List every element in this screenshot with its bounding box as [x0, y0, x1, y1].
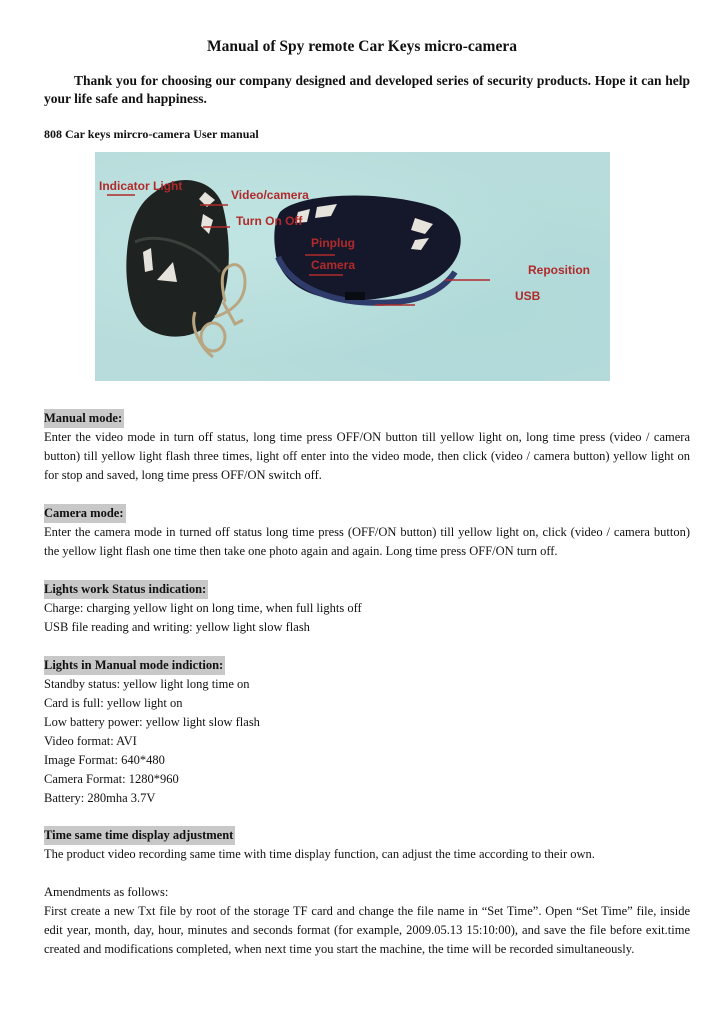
section-camera-mode — [44, 504, 690, 561]
section-lights-manual — [44, 656, 690, 808]
section-lights-status — [44, 580, 690, 637]
section-time-adjustment — [44, 826, 690, 959]
list-item: Image Format: 640*480 — [44, 753, 165, 767]
section-body: Enter the camera mode in turned off status long time press (OFF/ON button) till yellow light on, click (video / camera button) the yellow light flash one time then take one photo again and again. Long time press OFF/ON turn off. — [44, 525, 690, 558]
manual-subtitle: 808 Car keys mircro-camera User manual — [44, 127, 259, 141]
list-item: USB file reading and writing: yellow light slow flash — [44, 620, 310, 634]
list-item: Card is full: yellow light on — [44, 696, 183, 710]
label-reposition: Reposition — [528, 263, 590, 277]
list-item: Camera Format: 1280*960 — [44, 772, 179, 786]
label-turn-on-off: Turn On Off — [236, 214, 303, 228]
label-indicator-light: Indicator Light — [99, 179, 183, 193]
section-heading: Time same time display adjustment — [44, 826, 235, 845]
key-fob-left — [126, 180, 228, 337]
amendments-body: First create a new Txt file by root of the storage TF card and change the file name in “Set Time”. Open “Set Time” file, inside edit year, month, day, hour, minutes and seconds format (for example, 2009.05.13 15:10:00), and save the file before exit.time created and modifications completed, when next time you start the machine, the time will be recorded simultaneously. — [44, 904, 690, 956]
label-camera: Camera — [311, 258, 356, 272]
label-pinplug: Pinplug — [311, 236, 355, 250]
list-item: Charge: charging yellow light on long time, when full lights off — [44, 601, 362, 615]
intro-paragraph: Thank you for choosing our company designed and developed series of security products. Hope it can help your life safe and happiness. — [44, 73, 690, 106]
section-heading: Camera mode: — [44, 504, 126, 523]
section-body: Enter the video mode in turn off status, long time press OFF/ON button till yellow light on, long time press (video / camera button) till yellow light flash three times, light off enter into the video mode, then click (video / camera button) yellow light on for stop and saved, long time press OFF/ON switch off. — [44, 430, 690, 482]
list-item: Battery: 280mha 3.7V — [44, 791, 156, 805]
list-item: Video format: AVI — [44, 734, 137, 748]
section-heading: Lights work Status indication: — [44, 580, 208, 599]
section-body: The product video recording same time with time display function, can adjust the time according to their own. — [44, 847, 595, 861]
label-usb: USB — [515, 289, 541, 303]
list-item: Standby status: yellow light long time on — [44, 677, 250, 691]
list-item: Low battery power: yellow light slow flash — [44, 715, 260, 729]
label-video-camera: Video/camera — [231, 188, 309, 202]
camera-device-right — [274, 196, 460, 303]
document-title: Manual of Spy remote Car Keys micro-camera — [207, 38, 517, 55]
section-manual-mode — [44, 409, 690, 485]
amendments-heading: Amendments as follows: — [44, 885, 169, 899]
section-heading: Lights in Manual mode indiction: — [44, 656, 225, 675]
section-heading: Manual mode: — [44, 409, 124, 428]
product-photo — [95, 152, 610, 381]
